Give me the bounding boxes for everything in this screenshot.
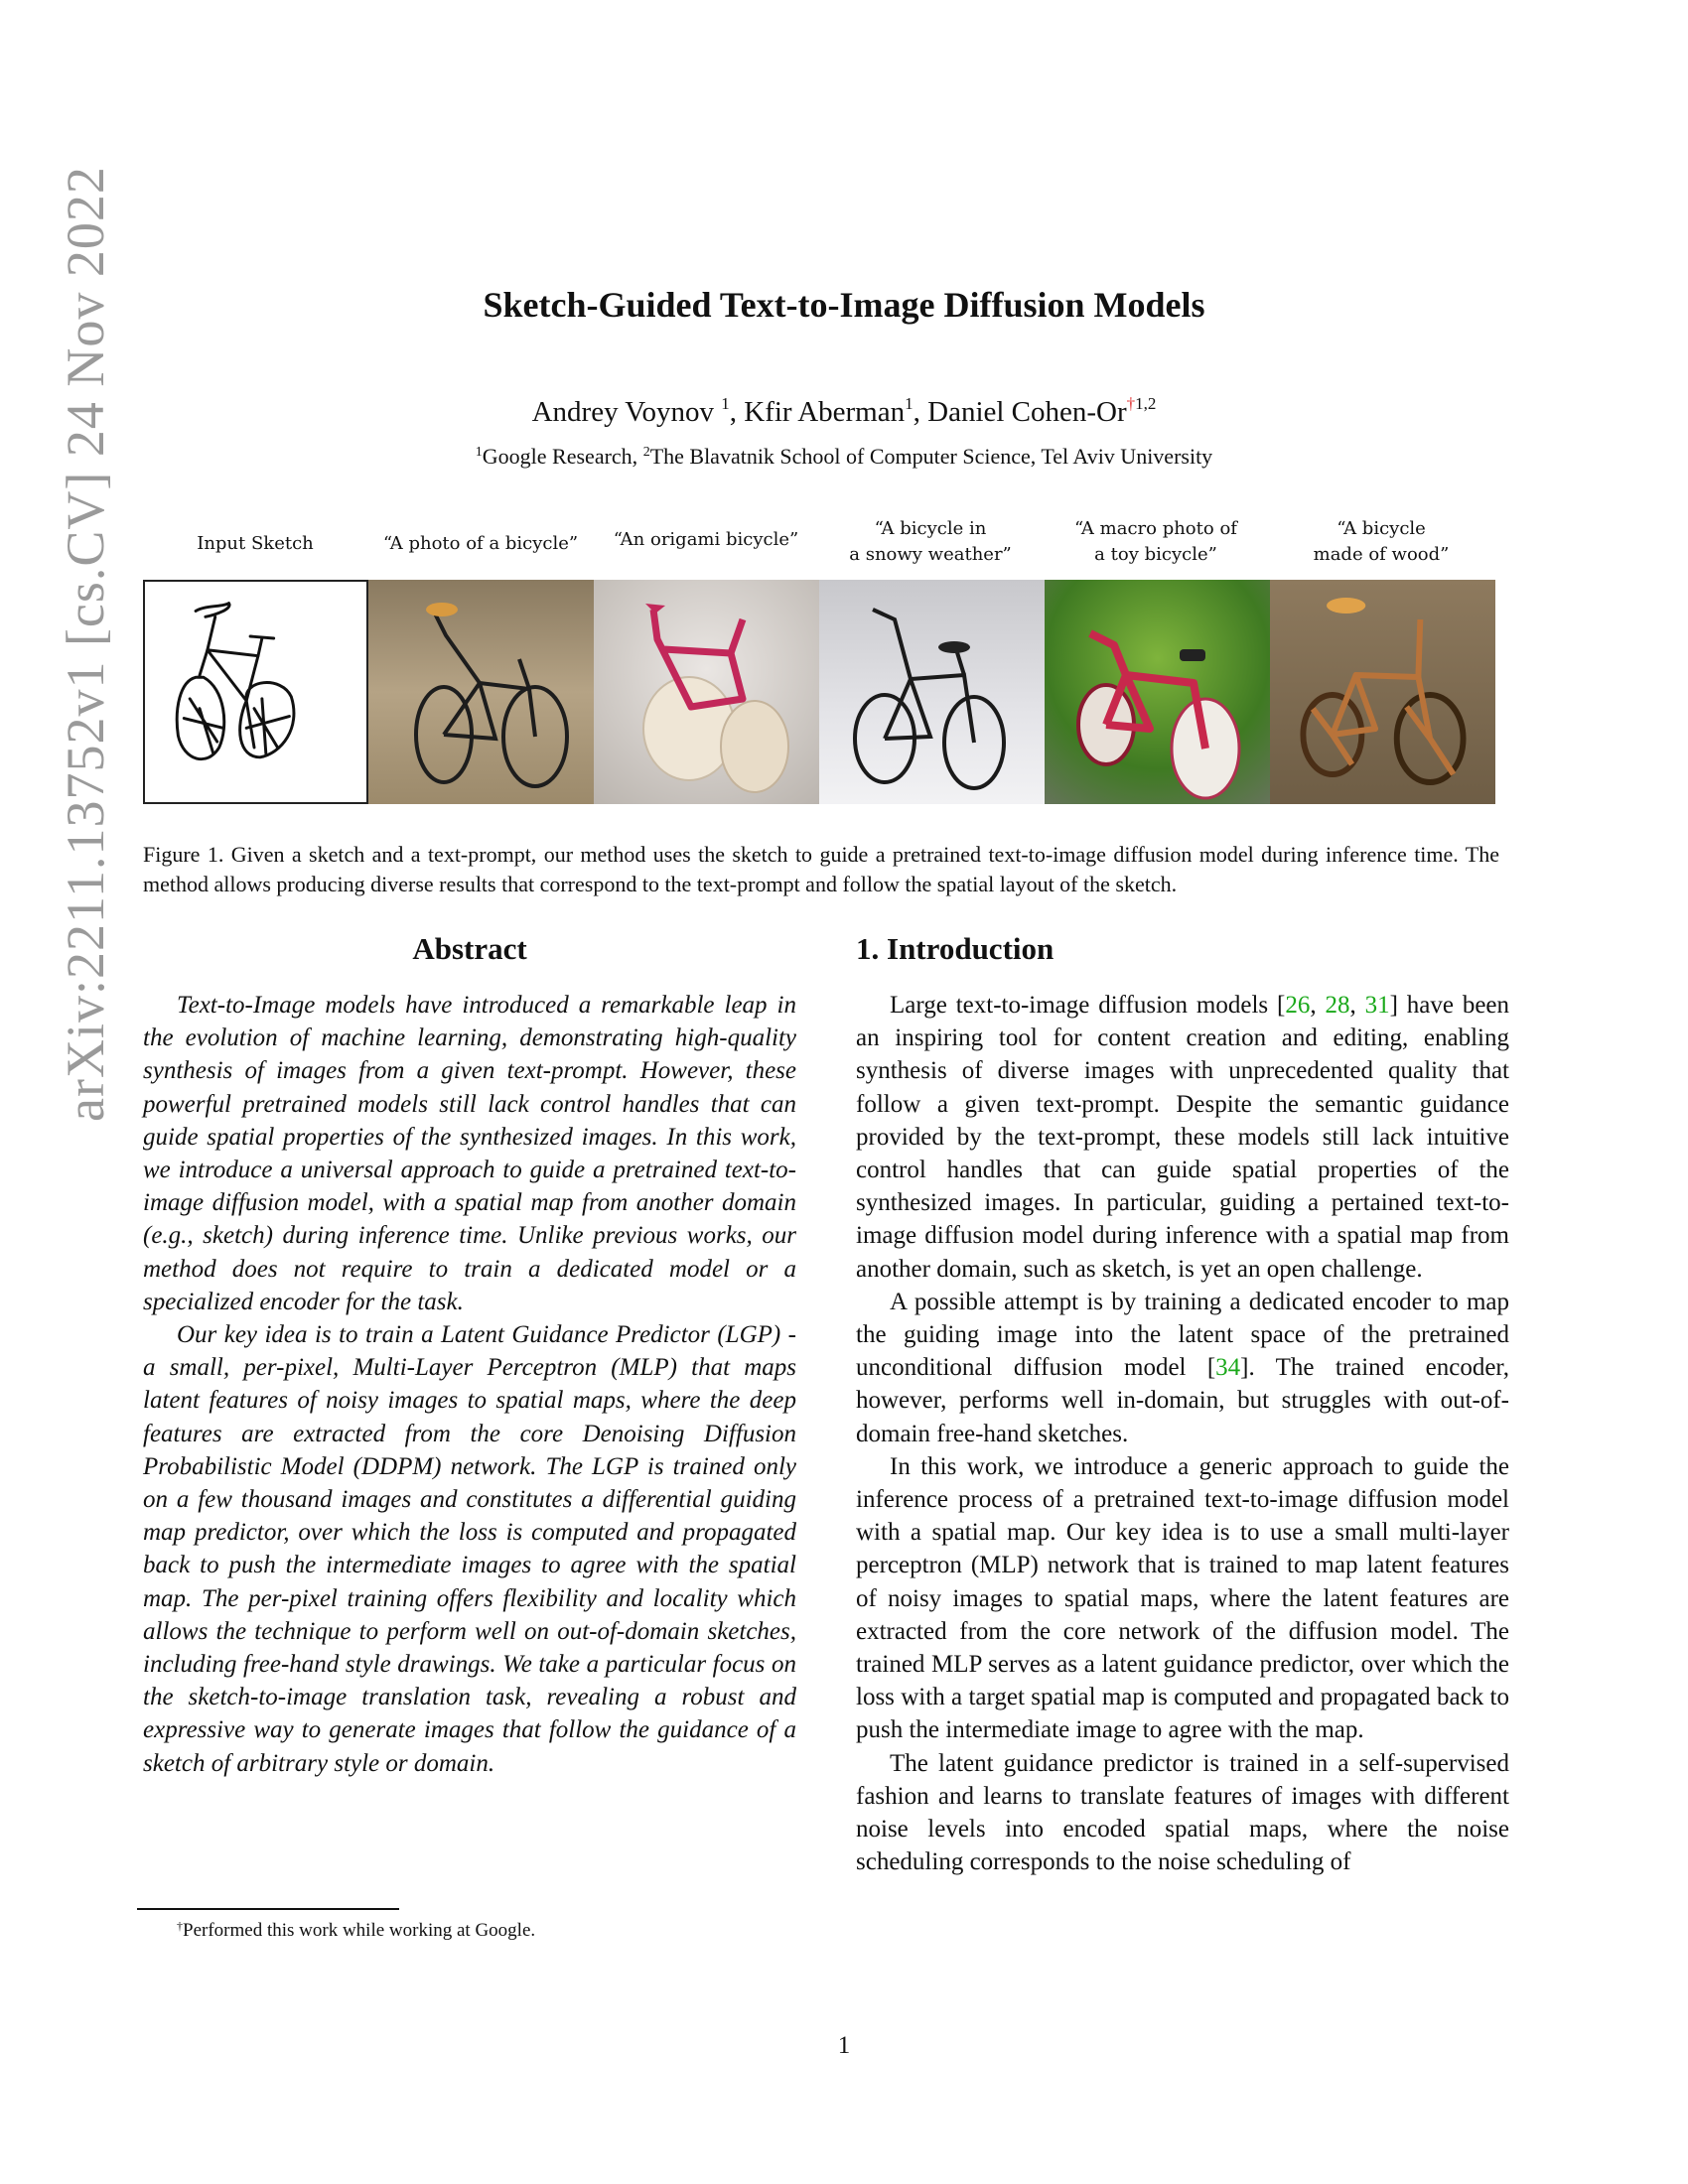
affiliation-name: Google Research,	[482, 444, 638, 469]
panel-caption-line: a toy bicycle”	[1094, 544, 1217, 565]
affiliations	[0, 443, 1688, 471]
panel-caption-line: “A bicycle in	[874, 518, 987, 539]
citation-link[interactable]: 34	[1215, 1354, 1241, 1382]
introduction-section	[856, 929, 1509, 1878]
wooden-bicycle-image	[1270, 580, 1495, 804]
affil-mark: 2	[642, 445, 650, 460]
panel-caption-line: made of wood”	[1313, 544, 1450, 565]
affiliation-name: The Blavatnik School of Computer Science, Tel Aviv University	[649, 444, 1213, 469]
affil-mark: 1	[475, 445, 483, 460]
page-number: 1	[837, 2032, 851, 2059]
figure-1-images	[143, 580, 1499, 804]
author-affil-mark: 1	[905, 394, 914, 413]
author-list: Andrey Voynov $^1$, Kfir Aberman$^1$, Daniel Cohen-Or$^{\dagger 1,2}$	[531, 394, 1157, 428]
intro-text: ,	[1349, 992, 1365, 1019]
photo-bicycle-image	[368, 580, 594, 804]
panel-caption	[594, 527, 818, 553]
panel-caption	[143, 531, 367, 557]
author-name: Andrey Voynov	[531, 396, 714, 428]
origami-bicycle-illustration	[594, 580, 819, 804]
photo-bicycle-illustration	[368, 580, 594, 804]
abstract-paragraph: Our key idea is to train a Latent Guidance Predictor (LGP) - a small, per-pixel, Multi-Layer Perceptron (MLP) that maps latent features of noisy images to spatial maps, where the deep features are extracted from the core Denoising Diffusion Probabilistic Model (DDPM) network. The LGP is trained only on a few thousand images and constitutes a differential guiding map predictor, over which the loss is computed and propagated back to push the intermediate images to agree with the spatial map. The per-pixel training offers flexibility and locality which allows the technique to perform well on out-of-domain sketches, including free-hand style drawings. We take a particular focus on the sketch-to-image translation task, revealing a robust and expressive way to generate images that follow the guidance of a sketch of arbitrary style or domain.	[143, 1321, 796, 1777]
figure-1-caption: Figure 1. Given a sketch and a text-prompt, our method uses the sketch to guide a pretrained text-to-image diffusion model during inference time. The method allows producing diverse results that correspond to the text-prompt and follow the spatial layout of the sketch.	[143, 842, 1499, 896]
toy-bicycle-illustration	[1045, 580, 1270, 804]
panel-caption	[1044, 516, 1268, 568]
panel-caption	[368, 531, 593, 557]
author-name: Daniel Cohen-Or	[927, 396, 1127, 428]
intro-text: A possible attempt is by training a dedicated encoder to map the guiding image into the latent space of the pretrained unconditional diffusion model [	[856, 1288, 1509, 1382]
input-sketch-image	[143, 580, 368, 804]
footnote-mark: †	[177, 1919, 183, 1933]
intro-text: ,	[1310, 992, 1326, 1019]
citation-link[interactable]: 26	[1285, 992, 1311, 1019]
intro-text: ]. The trained encoder, however, performs well in-domain, but struggles with out-of-domain free-hand sketches.	[856, 1354, 1509, 1447]
wooden-bicycle-illustration	[1270, 580, 1495, 804]
intro-text: Large text-to-image diffusion models [	[890, 992, 1286, 1019]
abstract-section	[143, 929, 796, 1780]
paper-title: Sketch-Guided Text-to-Image Diffusion Models	[483, 285, 1205, 325]
intro-text: ] have been an inspiring tool for content creation and editing, enabling synthesis of diverse images with unprecedented quality that follow a given text-prompt. Despite the semantic guidance provided by the text-prompt, these models still lack intuitive control handles that can guide spatial properties of the synthesized images. In particular, guiding a pertained text-to-image diffusion model during inference with a spatial map from another domain, such as sketch, is yet an open challenge.	[856, 992, 1510, 1283]
panel-caption-line: “An origami bicycle”	[613, 529, 799, 550]
panel-caption	[1269, 516, 1493, 568]
author-name: Kfir Aberman	[744, 396, 906, 428]
panel-caption-line: Input Sketch	[197, 533, 314, 554]
figure-panel-captions	[143, 518, 1499, 578]
citation-link[interactable]: 28	[1325, 992, 1350, 1019]
introduction-heading: 1. Introduction	[856, 931, 1055, 966]
footnote-divider	[137, 1908, 399, 1910]
panel-caption-line: a snowy weather”	[849, 544, 1012, 565]
footnote-text: Performed this work while working at Google.	[183, 1920, 536, 1941]
panel-caption-line: “A photo of a bicycle”	[382, 533, 579, 554]
snowy-bicycle-illustration	[819, 580, 1045, 804]
arxiv-identifier: arXiv:2211.13752v1 [cs.CV] 24 Nov 2022	[56, 166, 115, 1122]
snowy-bicycle-image	[819, 580, 1045, 804]
abstract-heading: Abstract	[412, 931, 527, 966]
origami-bicycle-image	[594, 580, 819, 804]
author-affil-mark: 1	[721, 394, 730, 413]
toy-bicycle-image	[1045, 580, 1270, 804]
citation-link[interactable]: 31	[1364, 992, 1390, 1019]
intro-paragraph	[856, 1286, 1509, 1450]
intro-paragraph	[856, 989, 1509, 1286]
author-affil-mark: 1,2	[1135, 394, 1157, 413]
panel-caption-line: “A macro photo of	[1074, 518, 1237, 539]
dagger-mark[interactable]: †	[1126, 394, 1136, 413]
footnote	[177, 1918, 535, 1944]
panel-caption-line: “A bicycle	[1336, 518, 1426, 539]
intro-paragraph: The latent guidance predictor is trained in a self-supervised fashion and learns to translate features of images with different noise levels into encoded spatial maps, where the noise scheduling corresponds to the noise scheduling of	[856, 1749, 1509, 1876]
intro-paragraph: In this work, we introduce a generic approach to guide the inference process of a pretrained text-to-image diffusion model with a spatial map. Our key idea is to use a small multi-layer perceptron (MLP) network that is trained to map latent features of noisy images to spatial maps, where the latent features are extracted from the core network of the diffusion model. The trained MLP serves as a latent guidance predictor, over which the loss with a target spatial map is computed and propagated back to push the intermediate image to agree with the map.	[856, 1452, 1509, 1744]
abstract-paragraph: Text-to-Image models have introduced a remarkable leap in the evolution of machine learning, demonstrating high-quality synthesis of images from a given text-prompt. However, these powerful pretrained models still lack control handles that can guide spatial properties of the synthesized images. In this work, we introduce a universal approach to guide a pretrained text-to-image diffusion model, with a spatial map from another domain (e.g., sketch) during inference time. Unlike previous works, our method does not require to train a dedicated model or a specialized encoder for the task.	[143, 992, 796, 1315]
sketch-bicycle-drawing	[145, 582, 366, 802]
panel-caption	[818, 516, 1043, 568]
